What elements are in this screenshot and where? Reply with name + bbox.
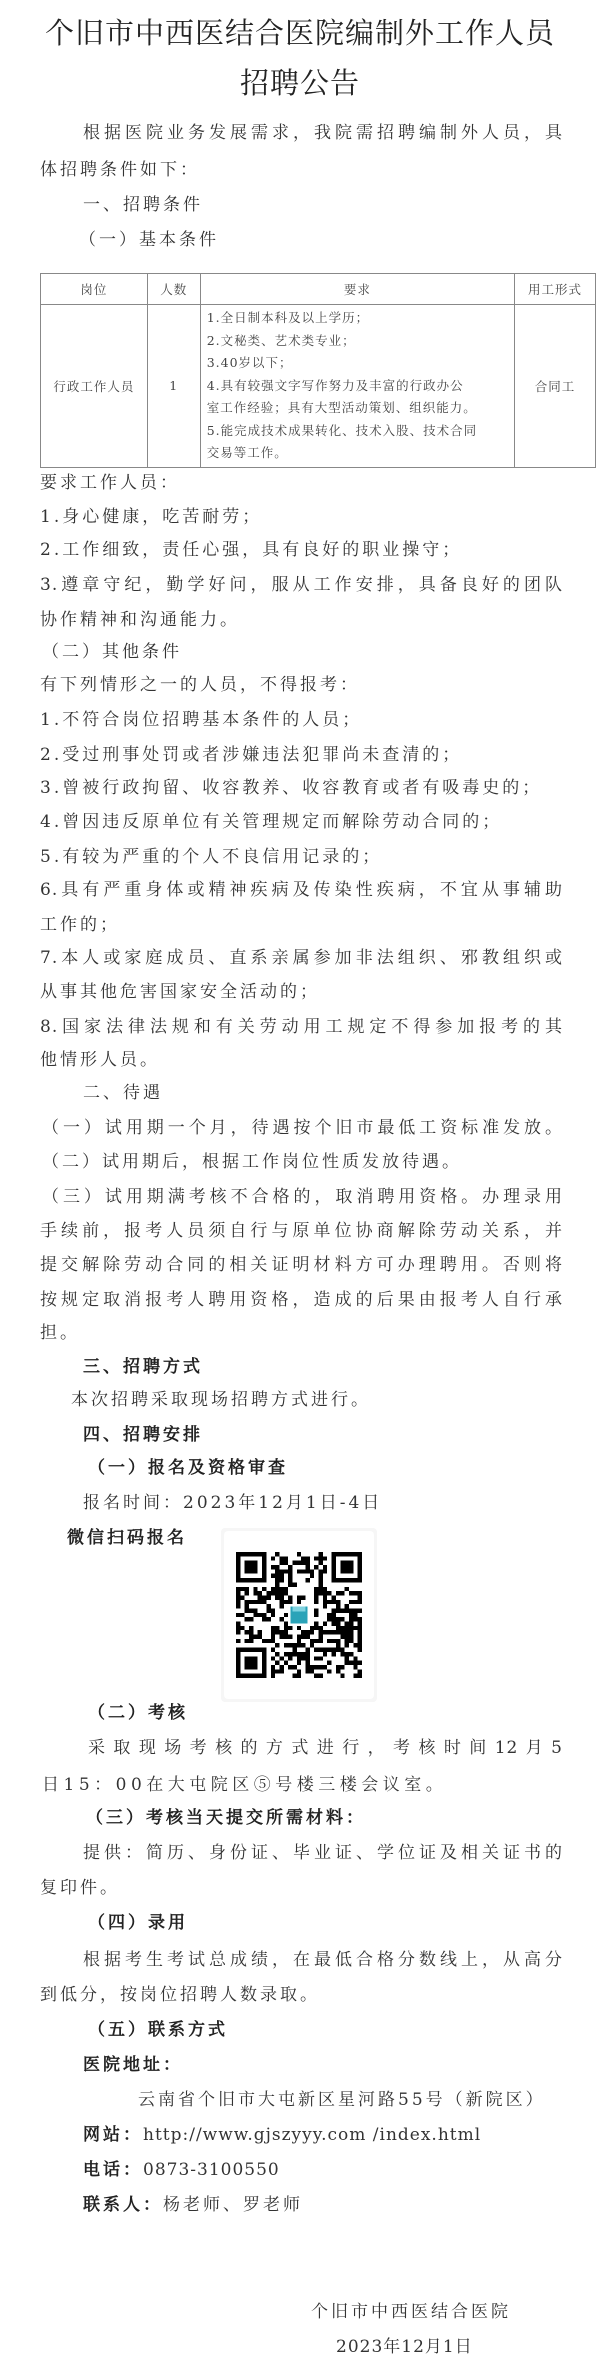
signature-date: 2023年12月1日 [336,2337,473,2357]
table-header: 用工形式 [515,274,596,305]
staff-req-line: 协作精神和沟通能力。 [40,610,240,630]
staff-req-line: 2.工作细致，责任心强，具有良好的职业操守； [40,540,463,560]
subsection-heading: （五）联系方式 [88,2020,228,2040]
phone-row [83,2160,280,2180]
requirement-line: 4.具有较强文字写作努力及丰富的行政办公 [206,377,464,393]
contact-person-label: 联系人： [83,2195,163,2215]
registration-time: 报名时间：2023年12月1日-4日 [83,1493,383,1513]
table-header: 人数 [147,274,200,305]
exclusion-line: 4.曾因违反原单位有关管理规定而解除劳动合同的； [40,812,503,832]
table-cell-position: 行政工作人员 [41,305,148,468]
staff-req-line: 1.身心健康，吃苦耐劳； [40,507,263,527]
signature-org: 个旧市中西医结合医院 [311,2302,511,2322]
website-row [83,2125,481,2145]
subsection-heading: （一）基本条件 [79,230,219,250]
hiring-line: 根据考生考试总成绩，在最低合格分数线上，从高分 [83,1950,563,1970]
assessment-line: 采取现场考核的方式进行，考核时间12月5 [88,1738,563,1758]
staff-req-line: 3.遵章守纪，勤学好问，服从工作安排，具备良好的团队 [40,575,563,595]
address-label: 医院地址： [83,2055,183,2075]
subsection-heading: （一）报名及资格审查 [88,1458,288,1478]
section-heading: 四、招聘安排 [83,1425,203,1445]
position-table [40,273,596,468]
phone-value: 0873-3100550 [143,2160,280,2180]
requirement-line: 室工作经验；具有大型活动策划、组织能力。 [206,400,477,415]
website-label: 网站： [83,2125,143,2145]
benefit-line: 手续前，报考人员须自行与原单位协商解除劳动关系，并 [40,1221,563,1241]
table-header: 要求 [200,274,514,305]
exclusion-line: 6.具有严重身体或精神疾病及传染性疾病，不宜从事辅助 [40,880,563,900]
exclusion-line: 3.曾被行政拘留、收容教养、收容教育或者有吸毒史的； [40,778,543,798]
exclusion-line: 从事其他危害国家安全活动的； [40,982,320,1002]
page-title-line2: 招聘公告 [239,66,360,100]
exclusion-line: 8.国家法律法规和有关劳动用工规定不得参加报考的其 [40,1017,563,1037]
exclusion-line: 工作的； [40,915,120,935]
phone-label: 电话： [83,2160,143,2180]
requirement-line: 5.能完成技术成果转化、技术入股、技术合同 [206,422,478,438]
requirement-line: 1.全日制本科及以上学历； [206,310,370,325]
exclusion-line: 7.本人或家庭成员、直系亲属参加非法组织、邪教组织或 [40,948,563,968]
method-text: 本次招聘采取现场招聘方式进行。 [71,1390,371,1410]
requirement-line: 3.40岁以下； [206,355,293,370]
exclusion-line: 有下列情形之一的人员，不得报考： [40,675,360,695]
exclusion-line: 他情形人员。 [40,1050,160,1070]
subsection-heading: （三）考核当天提交所需材料： [86,1808,366,1828]
benefit-line: 按规定取消报考人聘用资格，造成的后果由报考人自行承 [40,1290,563,1310]
table-cell-type: 合同工 [515,305,596,468]
contact-person-row [83,2195,303,2215]
requirement-line: 2.文秘类、艺术类专业； [206,332,356,348]
exclusion-line: 1.不符合岗位招聘基本条件的人员； [40,710,363,730]
table-cell-requirements [200,305,514,468]
benefit-line: 担。 [40,1323,80,1343]
subsection-heading: （二）其他条件 [42,642,182,662]
benefit-line: （一）试用期一个月，待遇按个旧市最低工资标准发放。 [42,1118,563,1138]
section-heading: 二、待遇 [83,1083,163,1103]
intro-text: 根据医院业务发展需求，我院需招聘编制外人员，具 [83,123,563,143]
hiring-line: 到低分，按岗位招聘人数录取。 [40,1985,320,2005]
benefit-line: 提交解除劳动合同的相关证明材料方可办理聘用。否则将 [40,1255,563,1275]
address-value: 云南省个旧市大屯新区星河路55号（新院区） [138,2090,546,2110]
contact-person-value: 杨老师、罗老师 [163,2195,303,2215]
website-link[interactable]: http://www.gjszyyy.com /index.html [143,2125,482,2145]
materials-line: 复印件。 [40,1878,120,1898]
benefit-line: （二）试用期后，根据工作岗位性质发放待遇。 [42,1152,462,1172]
table-header: 岗位 [41,274,148,305]
subsection-heading: （四）录用 [88,1913,188,1933]
exclusion-line: 2.受过刑事处罚或者涉嫌违法犯罪尚未查清的； [40,745,463,765]
qr-code-card [221,1528,377,1702]
table-row [41,305,596,468]
assessment-line: 日15：00在大屯院区⑤号楼三楼会议室。 [42,1775,448,1795]
requirement-line: 交易等工作。 [206,445,288,460]
wechat-label: 微信扫码报名 [67,1528,187,1548]
subsection-heading: （二）考核 [88,1703,188,1723]
benefit-line: （三）试用期满考核不合格的，取消聘用资格。办理录用 [42,1187,563,1207]
section-heading: 一、招聘条件 [83,195,203,215]
exclusion-line: 5.有较为严重的个人不良信用记录的； [40,847,383,867]
qr-code-image[interactable] [236,1552,362,1678]
intro-text: 体招聘条件如下： [40,160,200,180]
staff-req-line: 要求工作人员： [40,473,180,493]
section-heading: 三、招聘方式 [83,1357,203,1377]
table-header-row [41,274,596,305]
materials-line: 提供：简历、身份证、毕业证、学位证及相关证书的 [83,1843,563,1863]
table-cell-count: 1 [147,305,200,468]
page-title: 个旧市中西医结合医院编制外工作人员 [44,16,555,50]
